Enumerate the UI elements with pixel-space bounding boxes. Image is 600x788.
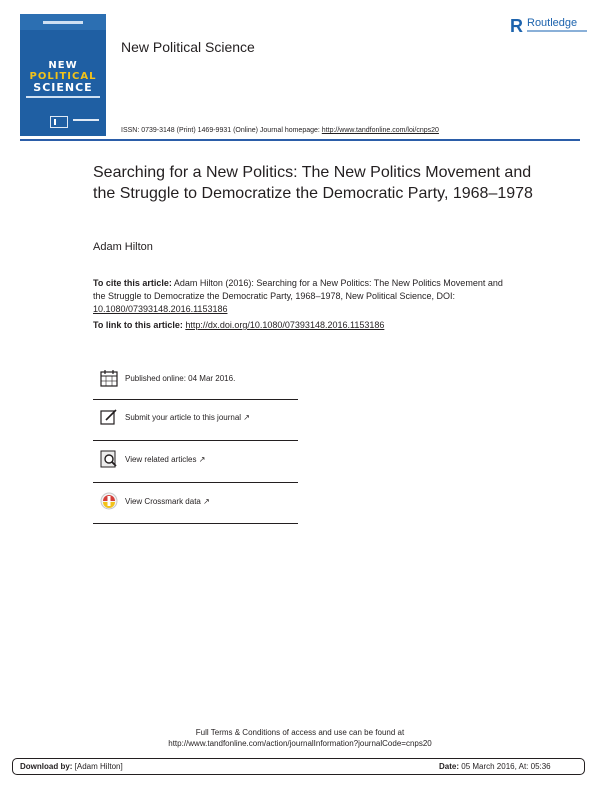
crossmark-link[interactable] (125, 497, 210, 506)
article-doi-url-link[interactable]: http://dx.doi.org/10.1080/07393148.2016.1153186 (185, 320, 385, 330)
routledge-r-icon: R (510, 16, 523, 36)
cover-top-bar (20, 14, 106, 30)
submit-article-label: Submit your article to this journal (125, 413, 242, 422)
external-link-icon: ↗ (203, 497, 210, 506)
issn-line (121, 127, 439, 134)
cover-title-line2: POLITICAL (29, 71, 97, 82)
terms-url-link[interactable]: http://www.tandfonline.com/action/journalInformation?journalCode=cnps20 (168, 739, 432, 748)
publisher-logo[interactable] (510, 16, 588, 38)
cover-title-line1: NEW (48, 60, 78, 71)
external-link-icon: ↗ (198, 455, 206, 464)
cite-doi-link[interactable]: 10.1080/07393148.2016.1153186 (93, 304, 228, 314)
publisher-tagline-bar (527, 30, 587, 32)
related-articles-row[interactable] (93, 446, 298, 484)
calendar-icon (100, 369, 118, 387)
related-articles-label: View related articles (125, 455, 197, 464)
publisher-name: Routledge (527, 17, 578, 29)
cite-label: To cite this article: (93, 278, 172, 288)
submit-article-link[interactable] (125, 413, 250, 422)
cover-publisher-logo (50, 116, 68, 128)
download-date-value: 05 March 2016, At: 05:36 (459, 762, 551, 771)
edit-icon (100, 408, 118, 426)
crossmark-row[interactable] (93, 488, 298, 526)
issn-text: ISSN: 0739-3148 (Print) 1469-9931 (Online) Journal homepage: (121, 127, 322, 134)
download-info-bar (12, 758, 585, 775)
cover-subtitle-bar (26, 96, 100, 98)
journal-homepage-link[interactable]: http://www.tandfonline.com/loi/cnps20 (321, 127, 439, 134)
panel-divider (93, 523, 298, 524)
article-title: Searching for a New Politics: The New Politics Movement and the Struggle to Democratize the Democratic Party, 1968–1978 (93, 164, 533, 202)
published-date-text: Published online: 04 Mar 2016. (125, 374, 236, 383)
citation-block (93, 277, 513, 316)
cover-title (20, 60, 106, 93)
cover-title-line3: SCIENCE (33, 81, 93, 94)
cite-text: Adam Hilton (2016): Searching for a New Politics: The New Politics Movement and the Struggle to Democratize the Democratic Party, 1968–1978, New Political Science, DOI: (93, 278, 503, 301)
article-author[interactable]: Adam Hilton (93, 241, 153, 253)
submit-article-row[interactable] (93, 404, 298, 442)
download-by-label: Download by: (20, 762, 73, 771)
article-link-line (93, 320, 384, 330)
terms-line-1: Full Terms & Conditions of access and use can be found at (195, 728, 405, 737)
related-articles-link[interactable] (125, 455, 205, 464)
crossmark-label: View Crossmark data (125, 497, 201, 506)
download-date-label: Date: (439, 762, 460, 771)
download-by-value: [Adam Hilton] (72, 762, 123, 771)
external-link-icon: ↗ (243, 413, 250, 422)
journal-cover-image (20, 14, 106, 136)
crossmark-icon (100, 492, 118, 510)
panel-divider (93, 440, 298, 441)
search-document-icon (100, 450, 118, 468)
header-divider (20, 139, 580, 141)
panel-divider (93, 399, 298, 400)
published-row (93, 365, 298, 403)
journal-name: New Political Science (121, 39, 255, 55)
download-date (439, 762, 551, 771)
link-label: To link to this article: (93, 320, 186, 330)
download-by (20, 762, 123, 771)
panel-divider (93, 482, 298, 483)
